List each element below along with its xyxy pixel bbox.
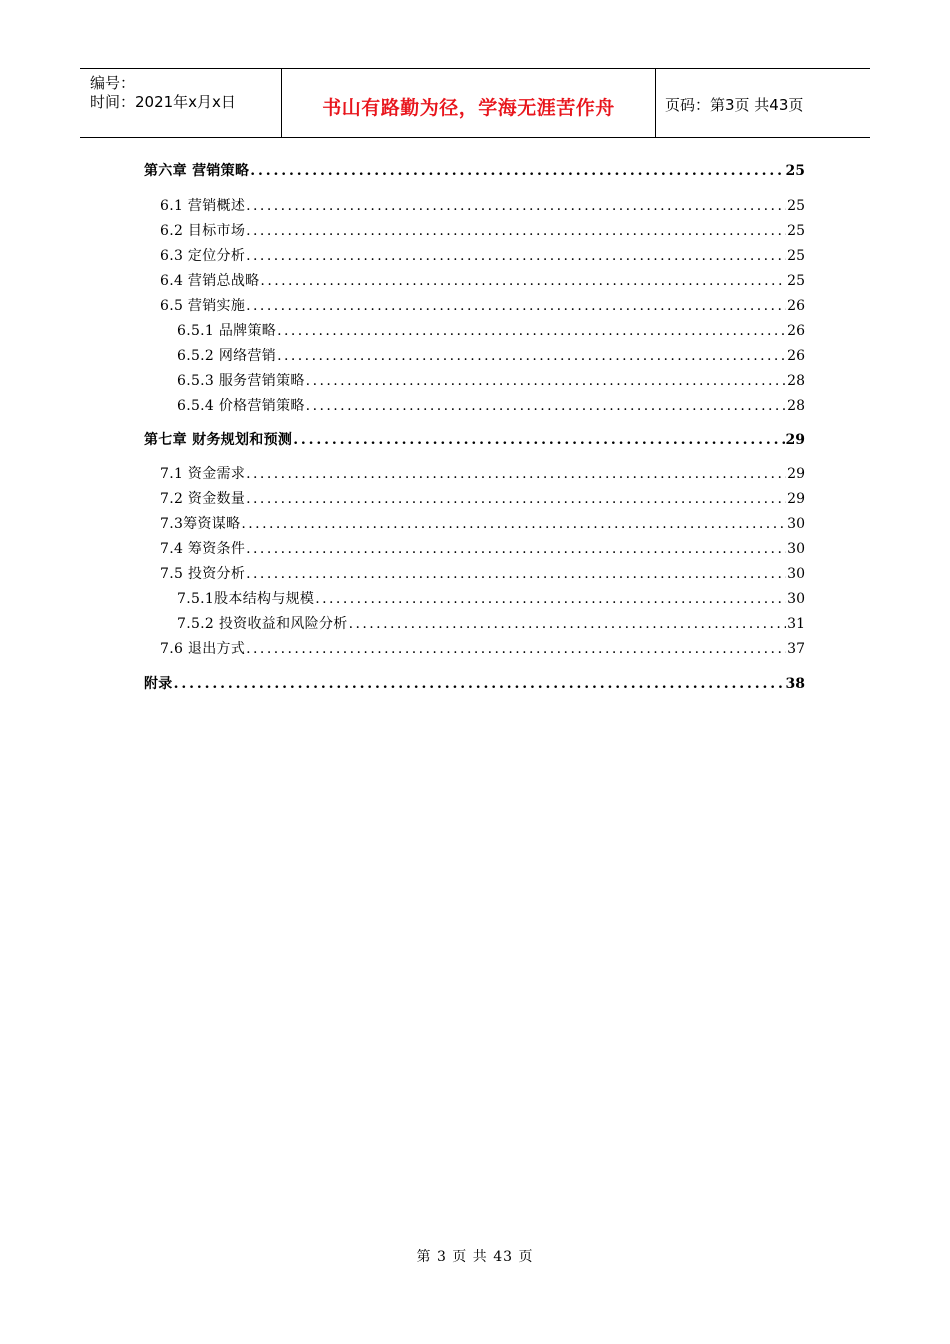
toc-entry-page: 30	[787, 541, 805, 557]
toc-dot-leader	[306, 396, 787, 416]
toc-entry-page: 26	[787, 298, 805, 314]
toc-entry-page: 29	[787, 491, 805, 507]
toc-dot-leader	[315, 589, 786, 609]
page-footer: 第 3 页 共 43 页	[416, 1249, 534, 1265]
toc-entry[interactable]	[160, 221, 805, 241]
toc-entry-title: 6.5.1 品牌策略	[177, 323, 277, 339]
toc-entry-title: 6.5 营销实施	[160, 298, 246, 314]
toc-entry-title: 7.5 投资分析	[160, 566, 246, 582]
toc-entry-page: 38	[785, 676, 805, 692]
toc-entry-title: 第六章 营销策略	[144, 163, 250, 179]
toc-entry[interactable]	[160, 639, 805, 659]
page-header	[80, 68, 870, 138]
toc-entry-page: 28	[787, 373, 805, 389]
toc-entry-title: 7.4 筹资条件	[160, 541, 246, 557]
toc-dot-leader	[349, 614, 787, 634]
toc-entry-title: 6.5.3 服务营销策略	[177, 373, 305, 389]
toc-chapter-entry[interactable]	[144, 674, 805, 694]
toc-entry[interactable]	[177, 614, 805, 634]
toc-dot-leader	[174, 674, 785, 694]
toc-entry[interactable]	[160, 296, 805, 316]
toc-entry[interactable]	[177, 371, 805, 391]
toc-entry-title: 6.1 营销概述	[160, 198, 246, 214]
document-date-label: 时间：2021年x月x日	[90, 93, 236, 111]
toc-dot-leader	[246, 246, 786, 266]
toc-dot-leader	[246, 296, 786, 316]
toc-entry-title: 6.3 定位分析	[160, 248, 246, 264]
toc-entry[interactable]	[177, 346, 805, 366]
header-motto-cell	[281, 69, 656, 137]
toc-entry-page: 29	[787, 466, 805, 482]
toc-dot-leader	[260, 271, 786, 291]
toc-entry-title: 7.1 资金需求	[160, 466, 246, 482]
toc-entry-title: 7.5.1股本结构与规模	[177, 591, 315, 607]
toc-dot-leader	[246, 196, 786, 216]
toc-dot-leader	[250, 161, 784, 181]
toc-entry-page: 30	[787, 566, 805, 582]
toc-entry[interactable]	[160, 489, 805, 509]
toc-entry-title: 7.5.2 投资收益和风险分析	[177, 616, 348, 632]
toc-entry-title: 第七章 财务规划和预测	[144, 432, 293, 448]
toc-entry-page: 29	[785, 432, 805, 448]
toc-entry-page: 31	[787, 616, 805, 632]
header-page-info: 页码：第3页 共43页	[665, 96, 804, 114]
header-motto: 书山有路勤为径，学海无涯苦作舟	[322, 97, 615, 119]
toc-entry[interactable]	[160, 564, 805, 584]
toc-dot-leader	[277, 321, 786, 341]
toc-entry[interactable]	[177, 589, 805, 609]
toc-entry-page: 25	[787, 223, 805, 239]
toc-entry-page: 28	[787, 398, 805, 414]
toc-dot-leader	[246, 464, 786, 484]
toc-entry-page: 30	[787, 516, 805, 532]
toc-dot-leader	[241, 514, 786, 534]
toc-chapter-entry[interactable]	[144, 161, 805, 181]
toc-entry-title: 7.2 资金数量	[160, 491, 246, 507]
toc-entry-page: 25	[785, 163, 805, 179]
header-page-cell	[655, 69, 870, 137]
toc-entry-page: 26	[787, 323, 805, 339]
toc-entry-page: 30	[787, 591, 805, 607]
toc-entry-title: 6.5.4 价格营销策略	[177, 398, 305, 414]
toc-entry-page: 37	[787, 641, 805, 657]
toc-entry[interactable]	[160, 196, 805, 216]
toc-entry-title: 附录	[144, 676, 173, 692]
header-meta	[80, 69, 280, 137]
toc-entry-page: 25	[787, 273, 805, 289]
toc-entry-title: 7.3筹资谋略	[160, 516, 241, 532]
toc-entry-page: 25	[787, 248, 805, 264]
toc-dot-leader	[246, 221, 786, 241]
toc-chapter-entry[interactable]	[144, 430, 805, 450]
toc-dot-leader	[306, 371, 787, 391]
toc-entry-title: 7.6 退出方式	[160, 641, 246, 657]
toc-entry-title: 6.5.2 网络营销	[177, 348, 277, 364]
toc-entry[interactable]	[177, 396, 805, 416]
toc-entry-page: 25	[787, 198, 805, 214]
toc-entry[interactable]	[160, 271, 805, 291]
toc-dot-leader	[246, 564, 786, 584]
document-number-label: 编号：	[90, 74, 136, 92]
toc-entry-title: 6.2 目标市场	[160, 223, 246, 239]
toc-entry[interactable]	[160, 514, 805, 534]
toc-dot-leader	[293, 430, 784, 450]
toc-entry-page: 26	[787, 348, 805, 364]
toc-dot-leader	[246, 539, 786, 559]
toc-dot-leader	[277, 346, 786, 366]
toc-dot-leader	[246, 639, 786, 659]
toc-entry[interactable]	[177, 321, 805, 341]
toc-entry[interactable]	[160, 539, 805, 559]
toc-entry-title: 6.4 营销总战略	[160, 273, 260, 289]
toc-entry[interactable]	[160, 246, 805, 266]
toc-entry[interactable]	[160, 464, 805, 484]
toc-dot-leader	[246, 489, 786, 509]
